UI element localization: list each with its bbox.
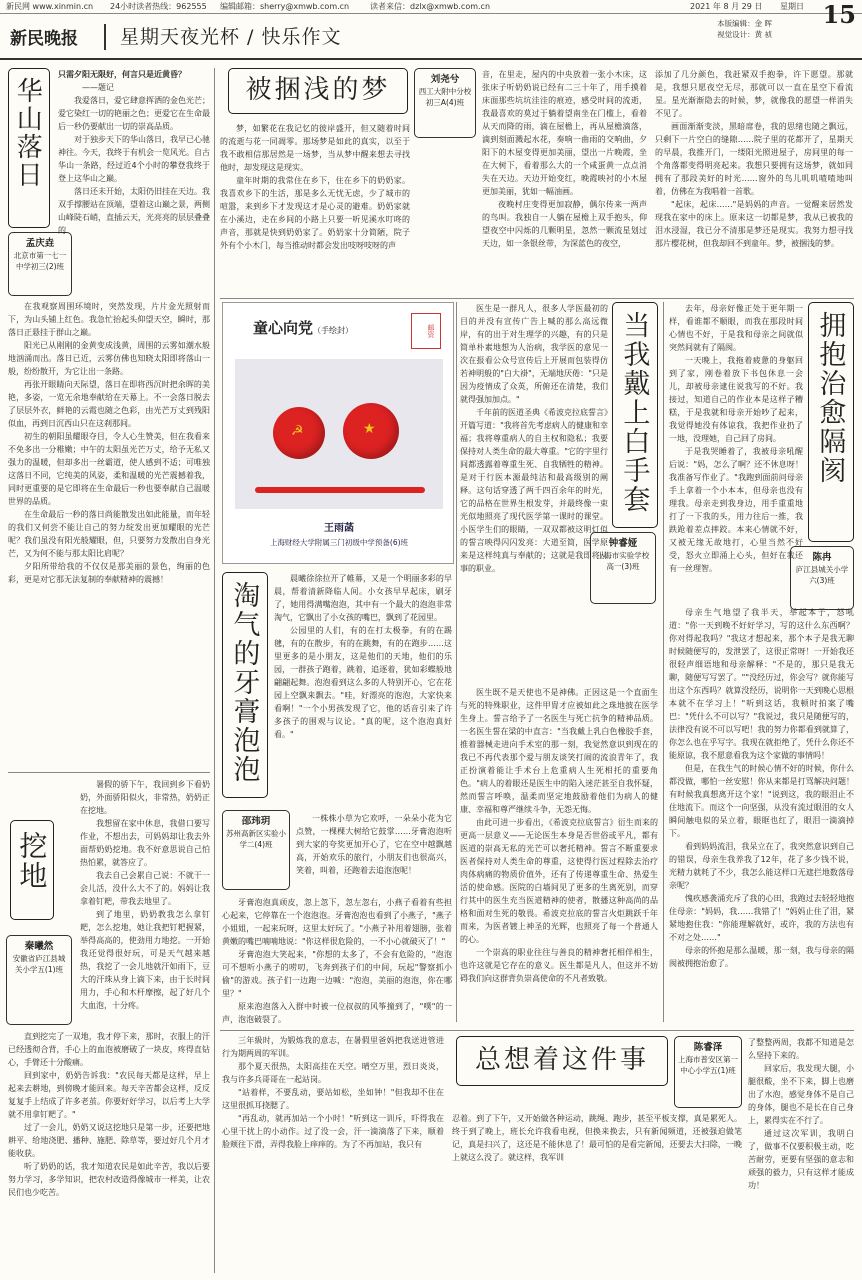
- artwork-author-school: 上海财经大学附属三门初级中学预备(6)班: [269, 538, 409, 547]
- masthead-divider: [104, 24, 106, 50]
- author-name: 陈冉: [812, 552, 832, 563]
- article-title-huashan: 华山落日: [12, 77, 43, 189]
- ribbon-icon: [255, 487, 425, 493]
- article-title-box: [808, 302, 854, 542]
- article-body-yongbao-top: 去年，母亲好像正处于更年期一样，看谁都不顺眼，而我在那段时间心情也不好，于是我和母亲之间就似突然间就有了隔阂。 一天晚上，我拖着疲惫的身躯回到了家，刚卷着放下书包休息一会儿，却被母亲逮住说我写的不好。我接过，知道自己的作业本是这样子糟糕，于是我就和母亲开始吵了起来，我觉得她没有体谅我，我把作业扔了一地，没理她，自己回了房间。 于是我哭睡着了，我被母亲吼醒后说："妈，怎么了啊？还不休息呀！我准备写作业了。"我跑到面前问母亲手上拿着一个小本本，但母亲也没有理我。母亲走到我身边，用手重重地打了一下我的头，用力往后一推，我跌跄着差点摔跤。本来心情就不好，又被无缘无故地打，心里当然不好受，怒火立即涌上心头，但好在我还有一丝理智。: [669, 304, 803, 573]
- author-name: 刘尧兮: [430, 74, 460, 85]
- column-divider: [456, 302, 457, 1022]
- article-body-baishou-col1: 医生是一群凡人，很多人学医最初的目的并没有宣传广告上喊的那么高远微岸，有的出于对生理学的兴趣，有的只是简单朴素地想为人治病，我学医的意见一次在报看公众号宣传后上开展而包装得仿若神明般的"白大褂"，无端地厌倦："只是因为疫情成了众英，所俯还在清楚，我们就得强加加点。" 千年前的医道圣典《希波克拉底誓言》开篇写道："我将首先考虑病人的健康和幸福；我将尊重病人的自主权和隐私；我要保持对人类生命的最大尊重。"它的字里行间都透露着尊重生死、自我牺牲的精神。是对于行医本源最纯洁和最高级别的阐释。这句话穿透了两千四百余年的时光，它的品格在世界生根发芽，并最终像一束光似地照亮了现代医学第一课时的课堂。小医学生们的眼睛，一双双都被这明灯似的誓言映得闪闪发亮：大道至简，医学原来是这样纯真与奉献的；这就是我即将从事的职业。: [460, 304, 608, 573]
- section-title: 星期天夜光杯 / 快乐作文: [120, 26, 342, 48]
- article-body-zongxiang-col1: 三年級时，为锻炼我的意志，在暑假里爸妈把我送进管进行为期两周的军训。 那个夏天很热，太阳高挂在天空。晴空万里，烈日炎炎，我与许多兵哥哥在一起站岗。 "站着样，不要乱动，要站如松，坐如钟！"但我却不住在这里很抓耳挠腮了。 "再乱动，就再加站一个小时！"听到这一训斥，吓得我在心里干扰上的小动作。过了没一会，汗一滴滴落了下来，顺着脸颊往下滑，弄得我脸上痒痒的。为了不再加站，我只有: [222, 1036, 444, 1149]
- article-body-zongxiang-col2: 忍着。到了下午，又开始做各种运动，跳绳、跑步，甚至平板支撑，真是累死人。终于到了晚上，班长允许我看电视，但换来换去，只有新闻频道，还被强迫做笔记，真是扫兴了，这还是不能休息了！最可怕的是看完新闻，还要去大扫除，一晚上就这么没了。就这样，我军训: [452, 1114, 742, 1162]
- site-url[interactable]: 新民网 www.xinmin.cn: [6, 2, 94, 11]
- top-info-bar: [0, 0, 862, 14]
- masthead: [0, 16, 862, 60]
- author-name: 秦曦然: [24, 941, 54, 952]
- article-body-shufu-col3: 添加了几分颜色，我赶紧双手抱拳，许下愿望。那就是，我想只愿夜空无尽，那就可以一直在星空下看流星。星光渐渐隐去的时候，梦，就像我的愿望一样消失不见了。 画面渐渐变淡，黑暗席卷，我的思绪也随之飘远，只剩下一片空白的缝隙……院子里的花都开了，星期天的早晨，我推开门，一缕阳光照进屋子，房间里的每一个角落都变得明亮起来。我想只要拥有这场梦，就如同拥有了那段美好的时光……窗外的鸟儿叽叽喳喳地叫着，仿佛在为我唱着一首歌。 "起床，起床……"是妈妈的声音。一觉醒来居然发现我在家中的床上。原来这一切都是梦，我从已被我的泪水浸湿，我已分不清那是梦还是现实。我努力想寻找那片樱花树，但我却回不到童年。梦，被捆浅的梦。: [655, 70, 853, 248]
- weekday: 星期日: [780, 2, 804, 11]
- author-school: 庐江县城关小学六(3)班: [795, 565, 849, 585]
- divider: [220, 1030, 854, 1031]
- article-title-shufu: 被捆浅的梦: [245, 75, 391, 105]
- page-number: 15: [822, 0, 856, 29]
- article-title-box: [456, 1036, 668, 1086]
- artwork-author-name: 王雨菡: [324, 523, 354, 534]
- artwork-envelope: [222, 302, 454, 564]
- article-body-yagao-top: 晨曦徐徐拉开了帷幕，又是一个明丽多彩的早晨，帮着清新降临人间。小女孩早早起床，刷牙了，她用得满嘴泡泡，其中有一个最大的泡泡非常淘气，它飘出了小女孩的嘴巴，飘到了花园里。 公园里的人们，有的在打太极拳，有的在踢毽，有的在散步，有的在跳舞，有的在跑步……这里更多的是小朋友，这是他们的天地，他们的乐园，一群孩子跑着，跳着，追逐着，犹如彩蝶般地翩翩起舞。泡泡看到这么多的人特别开心，它在花园上空飘来飘去。"哇，好漂亮的泡泡，大家快来看啊！"一个小男孩发现了它，他的话音引来了许多孩子的围观与议论。"真的呢，这个泡泡真好看。": [274, 574, 452, 739]
- article-title-zongxiang: 总想着这件事: [474, 1045, 649, 1075]
- article-title-box: [228, 68, 408, 114]
- article-title-yongbao: 拥抱治愈隔阂: [814, 311, 846, 485]
- article-title-box: [222, 572, 268, 798]
- author-name: 钟睿娅: [608, 538, 638, 549]
- column-divider: [214, 68, 215, 1273]
- article-title-box: [612, 302, 658, 528]
- author-school: 上海市普安区第一中心小学五(1)班: [678, 1055, 738, 1075]
- column-divider: [663, 302, 664, 1022]
- newspaper-logo: 新民晚报: [10, 29, 78, 49]
- article-body-zongxiang-col3: 了整整两周，我都不知道是怎么坚持下来的。 回家后，我发现大腿，小腿很酸，坐不下来，脚上也磨出了水泡，感觉身体不是自己的身体，腿也不是长在自己身上，累得实在不行了。 通过这次军训，我明白了，做事不仅要积极主动，吃苦耐劳，更要有坚强的意志和顽强的毅力，只有这样才能成功！: [748, 1038, 854, 1190]
- article-title-baishou: 当我戴上白手套: [618, 311, 650, 514]
- author-badge: [6, 935, 72, 1025]
- article-body-baishou-col2: 医生既不是天使也不是神佛。正因这是一个直面生与死的特殊职业，这件甲胄才应被如此之珠地披在医学生身上。誓言给予了一名医生与死亡抗争的精神品质。一名医生誓在梁的中直言："当我戴上乳白色橡胶手套，推着器械走进向手术室的那一刻，我觉然意识到现在的我已不再代表那个爱与朋友谈笑打闹的流浪青年了，我正扮演着能让手术台上危重病人生死相托的重要角色。"病人的着眼还是医生中的陷入迷茫甚至自我怀疑，然而誓言呼唤，温柔而坚定地鼓励着他们为病人的健康、幸福和尊严继续斗争，无怨无悔。 由此可进一步看出，《希波克拉底誓言》衍生而来的更高一层意义——无论医生本身是否世俗或平凡，都有医道的崇高无私的光芒可以奢托精神。誓言不断重要求医者保持对人类生命的尊重，这使得行医过程除去治疗肉体病痛的物质价值外，还有了传递尊重生命、热爱生活的使命感。医院的白墙间见了更多的生离死别，而穿行其中的医生充当医道精神的使者，散播这种高尚的品格和面对生死的敬畏。希波克拉底的誓言火炬跳跃千年而来，为医者镀上神圣的光辉，也照亮了每一个普通人的心。 一个崇高的职业往往与善良的精神奢托相伴相生，也许这就是它存在的意义。医生都是凡人，但这并不妨碍我们向这群背负崇高使命的不凡者致敬。: [460, 688, 658, 983]
- issue-date: 2021 年 8 月 29 日: [690, 2, 763, 11]
- stamp-box: 邮资: [411, 313, 441, 349]
- divider: [8, 772, 210, 773]
- article-title-wadi: 挖地: [15, 831, 49, 891]
- author-name: 邵玮玥: [241, 816, 271, 827]
- article-title-box: [8, 68, 50, 228]
- author-school: 西工大附中分校初三A(4)班: [418, 87, 472, 107]
- article-body-wadi-bottom: 直到挖完了一双地，我才停下来，那时，衣服上的汗已经透彻合背，手心上的血泡被磨破了一块皮，疼得直钻心，手臂还十分酸痛。 回到家中，奶奶告诉我："农民每天都是这样，早上起来去耕地，到傍晚才能回来。每天辛苦都会这样，反反复复手上结成了许多老茧。你要好好学习，以后考上大学就不用拿钉耙了。" 过了一会儿，奶奶又说这挖地只是第一步，还要把地耕平、给地浇肥、播种、施肥、除草等，要过好几个月才能收获。 听了奶奶的话，我才知道农民是如此辛苦，我以后要努力学习，多学知识，把农村改造得像城市一样美，让农民们也少吃苦。: [8, 1032, 210, 1197]
- author-badge: [674, 1036, 742, 1108]
- article-title-box: [10, 820, 54, 920]
- author-school: 安徽省庐江县城关小学五(1)班: [12, 954, 66, 974]
- article-body-yagao-bottom: 牙膏泡泡真顽皮，忽上忽下，忽左忽右，小燕子看着有些担心起来，它停靠在一个泡泡泡。牙膏泡泡也看到了小燕子，"燕子小姐姐，一起来玩呀，这里太好玩了。"小燕子补用着翅膀，张着黄嫩的嘴巴喃喃地说："你这样很危险的，一不小心就破灭了！" 牙膏泡泡大笑起来，"你想的太多了，不会有危险的，"泡泡可不想听小燕子的唠叨，飞奔到孩子们的中间，玩起"警察抓小偷"的游戏。孩子们一边跑一边喊："泡泡，美丽的泡泡，你在哪里？" 原来泡泡落入入群中时被一位叔叔的风筝撞到了，"噗"的一声，泡泡破裂了。: [222, 898, 452, 1024]
- author-name: 孟庆垚: [25, 238, 55, 249]
- article-body-shufu-col1: 梦，如繁花在我记忆的彼岸盛开，但又随着时间的流逝与花一同凋零。那场梦是如此的真实，以至于我不敢相信那居然是一场梦，当从梦中醒来想去寻找他时，却发现这是现实。 童年时期的我常住在乡下，住在乡下的奶奶家。我喜欢乡下的生活，那是多么无忧无虑，少了城市的喧嚣，来到乡下才发现这才是心灵的避难。奶奶家就在小溪边，走在乡间的小路上只要一听见溪水叮咚的声音，那就是快到奶奶家了。奶奶家十分简陋，院子外有个小木门，每当推动时都会发出吱呀吱呀的声: [220, 124, 410, 250]
- article-body-yongbao-bottom: 母亲生气地望了我半天，举起本子，怒吼道："你一天到晚不好好学习，写的这什么东西啊？你对得起我吗？"我这才想起来，那个本子是我无聊时候随便写的，发泄罢了，这很正常呀！一开始我还很轻声细语地和母亲解释："不是的，那只是我无聊，随便写写罢了。""没经历过，你会写？就你能写出这个东西吗？就算没经历，说明你一天到晚心思根本就不在学习上！"听到这话，我顿时拍案了嘴巴："凭什么不可以写？"我说过，我只是随便写的，法律没有说不可以写吧！我的努力你都看到就算了，你怎么也在乎写字。我现在就拒绝了，凭什么你还不能原谅，我不愿意看我为这个家做的事情吗！ 但是，在我生气的时候心情不好的时候，你什么都没做，哪怕一丝安慰！你从来都是打骂解决问题！有时候我真想离开这个家！"说到这，我的眼泪止不住地流下。而这个一向坚强，从没有流过眼泪的女人瞬间触电似的呆立着，眼眶也红了，眼泪一滴滴掉下。 看到妈妈流泪，我呆立在了，我突然意识到自己的错误，母亲生我养我了12年，花了多少钱不说，光精力就耗了不少，我怎么能这样口无遮拦地数落母亲呢？ 愧疚感袭涌充斥了我的心田，我跑过去轻轻地抱住母亲："妈妈，我……我错了！"妈妈止住了泪，紧紧地抱住我："你能理解就好，或许，我的方法也有不对之处……" 母亲的怀抱是那么温暖，那一刻，我与母亲的隔阂被拥抱治愈了。: [669, 608, 854, 968]
- author-badge: [222, 810, 290, 890]
- divider: [220, 298, 854, 299]
- editor-mail[interactable]: 编辑邮箱：sherry@xmwb.com.cn: [220, 2, 350, 11]
- artwork-scene: [235, 359, 443, 509]
- article-body-yagao-mid: 一株株小草为它欢呼，一朵朵小花为它点赞，一棵棵大树给它鼓掌……牙膏泡泡听到大家的夸奖更加开心了，它在空中越飘越高，开始欢乐的旅行，小朋友们也很高兴，笑着，叫着，还跑着去追泡泡呢！: [296, 814, 452, 875]
- article-title-yagao: 淘气的牙膏泡泡: [228, 581, 260, 784]
- article-body-shufu-col2: 音，在里走，屋内的中央放着一张小木床，这张床子听奶奶说已经有二三十年了，用手摸着床面那些坑坑洼洼的痕迹，感受时间的流逝，我最喜欢的莫过于躺着望南坐在门槛上，看着从天而降的雨，滴在屋檐上，再从屋檐滴落，滴到刻面溅起水花，奏响一曲雨的交响曲，夕阳下的木屋变得更加美丽，望出一片晚霞，坐在大树下，看着那么大的一个咸蛋黄一点点消失在天边。天边开始变红，晚霞映衬的小木屋更加美丽，犹如一幅油画。 夜晚村庄变得更加寂静，偶尔传来一两声的鸟叫。我独自一人躺在屋檐上双手抱头，仰望夜空中闪烁的几颗明星，忽然一颗流星划过天边，如一条银丝带，为深蓝色的夜空，: [482, 70, 647, 248]
- hotline: 24小时读者热线：962555: [110, 2, 207, 11]
- hammer-sickle-icon: ☭: [291, 423, 304, 439]
- reader-mail[interactable]: 读者来信：dzlx@xmwb.com.cn: [370, 2, 491, 11]
- author-name: 陈睿泽: [693, 1042, 723, 1053]
- author-school: 上海市实验学校高一(3)班: [596, 551, 650, 571]
- author-school: 北京市第一七一中学初三(2)班: [13, 251, 67, 271]
- editor-credits: 本版编辑：金 晖 视觉设计：黄 祯: [717, 19, 772, 39]
- author-badge: [414, 68, 476, 138]
- star-icon: ★: [363, 421, 376, 437]
- article-body-wadi-top: 暑假的骄下午，我回到乡下看奶奶，外面骄阳似火，非常热，奶奶正在挖地。 我想留在家中休息，我借口要写作业，不想出去，可妈妈却让我去外面帮奶奶挖地。我不好意思说自己怕热怕累，就答应了。 我去自己会累自己说：不就干一会儿活，没什么大不了的。妈妈让我拿着钉耙，带我去地里了。 到了地里，奶奶教我怎么拿钉耙，怎么挖地，她让我把钉耙握紧，举得高高的，使劲用力地挖。一开始我还觉得很好玩，可是天气越来越热，我挖了一会儿地就汗如雨下，豆大的汗珠从身上滴下来，由于长时间用力，手心和木杆摩擦，起了好几个大血泡，十分疼。: [80, 780, 210, 1010]
- article-body-huashan-bottom: 在我观察周围环境时，突然发现，片片金光照射而下，为山头铺上红色。我急忙抬起头仰望天空，瞬时，那落日正悬挂于群山之巅。 阳光已从刚刚的金黄变成浅黄，周围的云雾如潮水般地汹涌而出。落日已近，云雾仿佛也知晓太阳即将落山一般，纷纷散开，为它让出一条路。 再张开眼睛向天际望，落日在即将西沉时把余晖的美艳，多姿，一览无余地奉献给在天幕上。不一会落日脱去了层层外衣，鲜艳的云霞也随之色彩，由光芒万丈到残阳似血，再到日沉西山只在这刹那间。 初生的朝阳虽耀眼夺目，令人心生赞美，但在我看来不免多出一分稚嫩；中午的太阳虽光芒万丈，给予无私又强力的温暖，但却多出一丝霸道，使人感到不适；可唯独这落日不同，它纯美的风姿，柔和温暖的光芒震撼着我，同时更重要的是它即将在生命最后一秒也要奉献自己温暖世界的品质。 在生命最后一秒的落日尚能散发出如此能量，而年轻的我们又何尝不能让自己的努力绽发出更加耀眼的光芒呢？我们虽没有阳光般耀眼，但，只要努力发散出自身光芒，又为何不能与那太阳比肩呢？ 夕阳所带给我的不仅仅是那美丽的景色，绚丽的色彩，更是对它那无法复制的奉献精神的震撼！: [8, 302, 210, 584]
- article-body-huashan-top: 只需夕阳无限好，何言只是近黄昏？ ——题记 我爱落日，爱它肆意挥洒的金色光芒；爱它染红一切的艳丽之色；更爱它在生命最后一秒仍要献出一切的崇高品质。 对于独步天下的华山落日，我早已心驰神往。今天，我终于有机会一览风光。自古华山一条路，经过近4个小时的攀登我终于登上这华山之巅。 落日还未开始，太阳仍旧挂在天边。我双手撑腰站在顶端，望着这山巅之景，两侧山峰陡石峭，直插云天，光亮亮的层层叠叠的: [58, 70, 210, 235]
- artwork-title: 童心向党（手绘封）: [253, 319, 354, 337]
- author-school: 苏州高新区实验小学二(4)班: [226, 829, 286, 849]
